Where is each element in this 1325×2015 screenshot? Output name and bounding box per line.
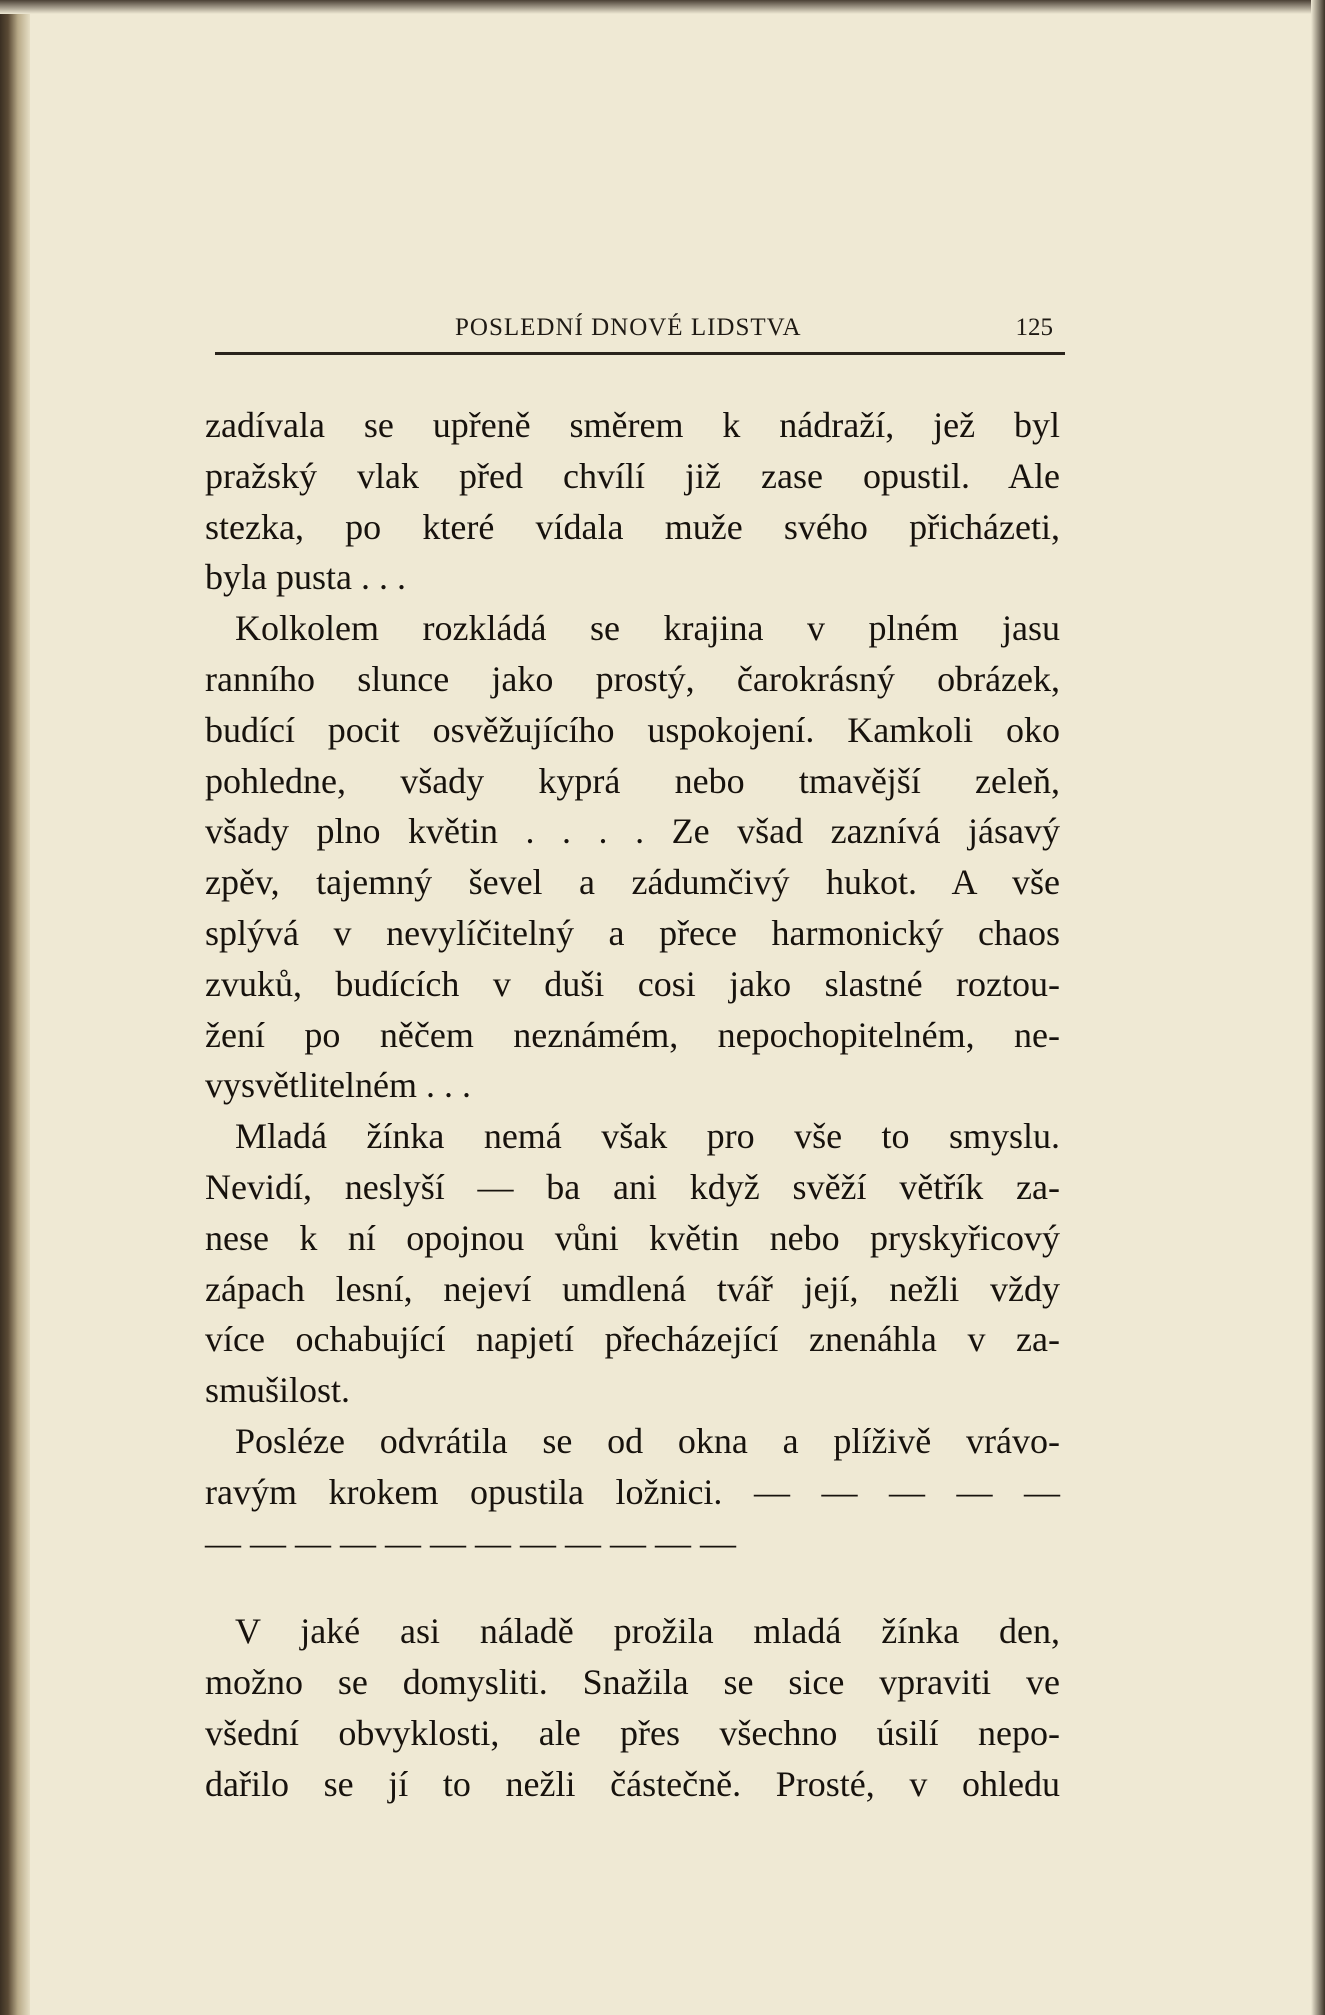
right-edge-shadow: [1311, 0, 1325, 2015]
text-line: dařilo se jí to nežli částečně. Prosté, v ohledu: [205, 1763, 1060, 1804]
section-gap: [205, 1568, 1060, 1606]
text-line: Nevidí, neslyší — ba ani když svěží větřík za-: [205, 1166, 1060, 1207]
text-line: žení po něčem neznámém, nepochopitelném, ne-: [205, 1014, 1060, 1055]
text-line: zadívala se upřeně směrem k nádraží, jež byl: [205, 405, 1060, 445]
text-line: zápach lesní, nejeví umdlená tvář její, nežli vždy: [205, 1268, 1060, 1309]
text-line: všední obvyklosti, ale přes všechno úsilí nepo-: [205, 1712, 1060, 1753]
dash-separator-line: — — — — — — — — — — — —: [205, 1522, 736, 1563]
text-line: pohledne, všady kyprá nebo tmavější zeleň,: [205, 760, 1060, 801]
text-line: V jaké asi náladě prožila mladá žínka den,: [235, 1611, 1060, 1652]
text-line: zvuků, budících v duši cosi jako slastné roztou-: [205, 963, 1060, 1004]
header-rule: [215, 352, 1065, 355]
text-line: byla pusta . . .: [205, 557, 406, 598]
text-line: Kolkolem rozkládá se krajina v plném jasu: [235, 608, 1060, 649]
running-header: [215, 310, 1065, 350]
text-line: stezka, po které vídala muže svého přicházeti,: [205, 506, 1060, 547]
text-line: více ochabující napjetí přecházející znenáhla v za-: [205, 1319, 1060, 1360]
text-line: možno se domysliti. Snažila se sice vpraviti ve: [205, 1662, 1060, 1703]
text-line: budící pocit osvěžujícího uspokojení. Kamkoli oko: [205, 709, 1060, 750]
running-title: POSLEDNÍ DNOVÉ LIDSTVA: [455, 314, 802, 341]
book-spine-shadow: [0, 0, 30, 2015]
text-line: vysvětlitelném . . .: [205, 1065, 471, 1106]
text-line: pražský vlak před chvílí již zase opustil. Ale: [205, 455, 1060, 496]
text-line: Mladá žínka nemá však pro vše to smyslu.: [235, 1116, 1060, 1157]
text-line: zpěv, tajemný ševel a zádumčivý hukot. A vše: [205, 862, 1060, 903]
text-line: Posléze odvrátila se od okna a plíživě vrávo-: [235, 1420, 1060, 1461]
text-line: nese k ní opojnou vůni květin nebo pryskyřicový: [205, 1217, 1060, 1258]
text-line: ranního slunce jako prostý, čarokrásný obrázek,: [205, 658, 1060, 699]
text-line: všady plno květin . . . . Ze všad zaznívá jásavý: [205, 811, 1060, 852]
page-number: 125: [1015, 314, 1053, 341]
text-line: ravým krokem opustila ložnici. — — — — —: [205, 1471, 1060, 1512]
text-line: splývá v nevylíčitelný a přece harmonický chaos: [205, 912, 1060, 953]
text-line: smušilost.: [205, 1370, 351, 1411]
body-text: [205, 400, 1060, 1810]
top-edge-shadow: [0, 0, 1325, 14]
